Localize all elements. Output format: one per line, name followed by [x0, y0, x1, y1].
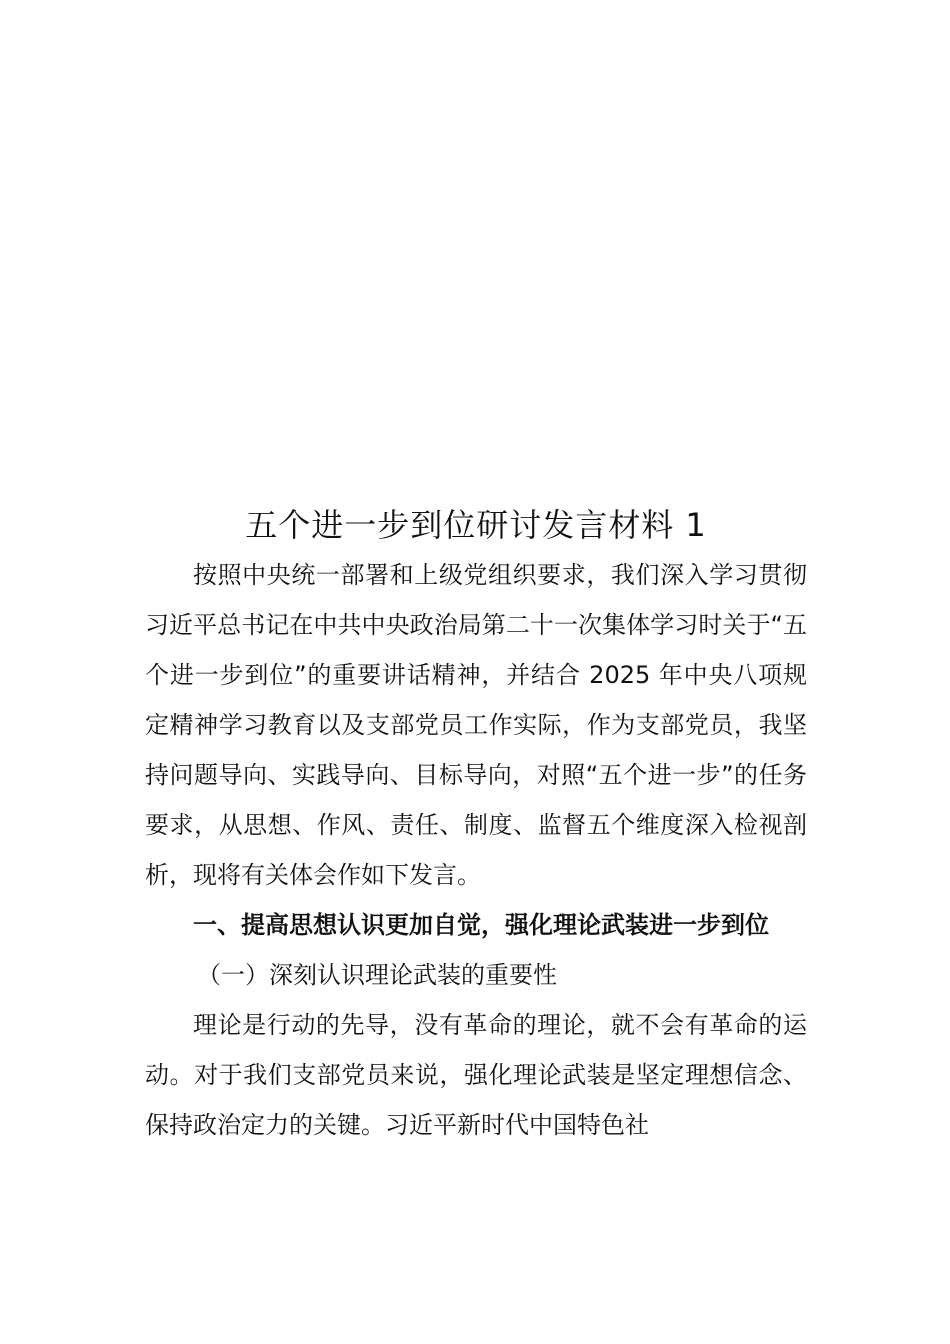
section-heading-1: 一、提高思想认识更加自觉，强化理论武装进一步到位 — [193, 911, 769, 939]
intro-paragraph: 按照中央统一部署和上级党组织要求，我们深入学习贯彻习近平总书记在中共中央政治局第二十一次集体学习时关于“五个进一步到位”的重要讲话精神，并结合 2025 年中央八项规定精神学习教育以及支部党员工作实际，作为支部党员，我坚持问题导向、实践导向、目标导向，对照“五个进一步”的任务要求，从思想、作风、责任、制度、监督五个维度深入检视剖析，现将有关体会作如下发言。 — [145, 561, 807, 889]
document-title: 五个进一步到位研讨发言材料 1 — [245, 506, 707, 544]
subsection-heading-1: （一）深刻认识理论武装的重要性 — [197, 961, 557, 989]
document-body — [145, 500, 807, 1150]
subsection-paragraph-1: 理论是行动的先导，没有革命的理论，就不会有革命的运动。对于我们支部党员来说，强化理论武装是坚定理想信念、保持政治定力的关键。习近平新时代中国特色社 — [145, 1011, 807, 1139]
